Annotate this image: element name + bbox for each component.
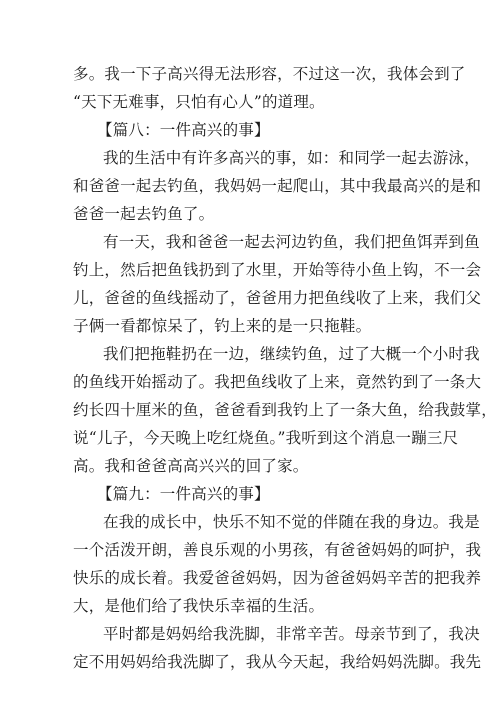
text-line: 的鱼线开始摇动了。我把鱼线收了上来，竟然钓到了一条大 — [73, 373, 482, 391]
text-line: 和爸爸一起去钓鱼，我妈妈一起爬山，其中我最高兴的是和 — [73, 177, 482, 195]
section-heading: 【篇九：一件高兴的事】 — [97, 485, 270, 503]
text-line: 爸爸一起去钓鱼了。 — [73, 205, 215, 223]
text-line: 在我的成长中，快乐不知不觉的伴随在我的身边。我是 — [103, 513, 480, 531]
text-line: 说“儿子，今天晚上吃红烧鱼。”我听到这个消息一蹦三尺 — [73, 429, 459, 447]
text-line: 多。我一下子高兴得无法形容，不过这一次，我体会到了 — [73, 65, 466, 83]
text-line: 约长四十厘米的鱼，爸爸看到我钓上了一条大鱼，给我鼓掌， — [73, 401, 497, 419]
text-line: “天下无难事，只怕有心人”的道理。 — [73, 93, 325, 111]
text-line: 有一天，我和爸爸一起去河边钓鱼，我们把鱼饵弄到鱼 — [103, 233, 480, 251]
text-line: 一个活泼开朗，善良乐观的小男孩，有爸爸妈妈的呵护，我 — [73, 541, 482, 559]
text-line: 大，是他们给了我快乐幸福的生活。 — [73, 597, 325, 615]
section-heading: 【篇八：一件高兴的事】 — [97, 121, 270, 139]
text-line: 钓上，然后把鱼钱扔到了水里，开始等待小鱼上钩，不一会 — [73, 261, 482, 279]
text-line: 定不用妈妈给我洗脚了，我从今天起，我给妈妈洗脚。我先 — [73, 653, 482, 671]
text-line: 平时都是妈妈给我洗脚，非常辛苦。母亲节到了，我决 — [103, 625, 480, 643]
text-line: 高。我和爸爸高高兴兴的回了家。 — [73, 457, 309, 475]
text-line: 我的生活中有许多高兴的事，如：和同学一起去游泳， — [103, 149, 480, 167]
text-line: 快乐的成长着。我爱爸爸妈妈，因为爸爸妈妈辛苦的把我养 — [73, 569, 482, 587]
text-line: 我们把拖鞋扔在一边，继续钓鱼，过了大概一个小时我 — [103, 345, 480, 363]
text-line: 儿，爸爸的鱼线摇动了，爸爸用力把鱼线收了上来，我们父 — [73, 289, 482, 307]
text-line: 子俩一看都惊呆了，钓上来的是一只拖鞋。 — [73, 317, 372, 335]
